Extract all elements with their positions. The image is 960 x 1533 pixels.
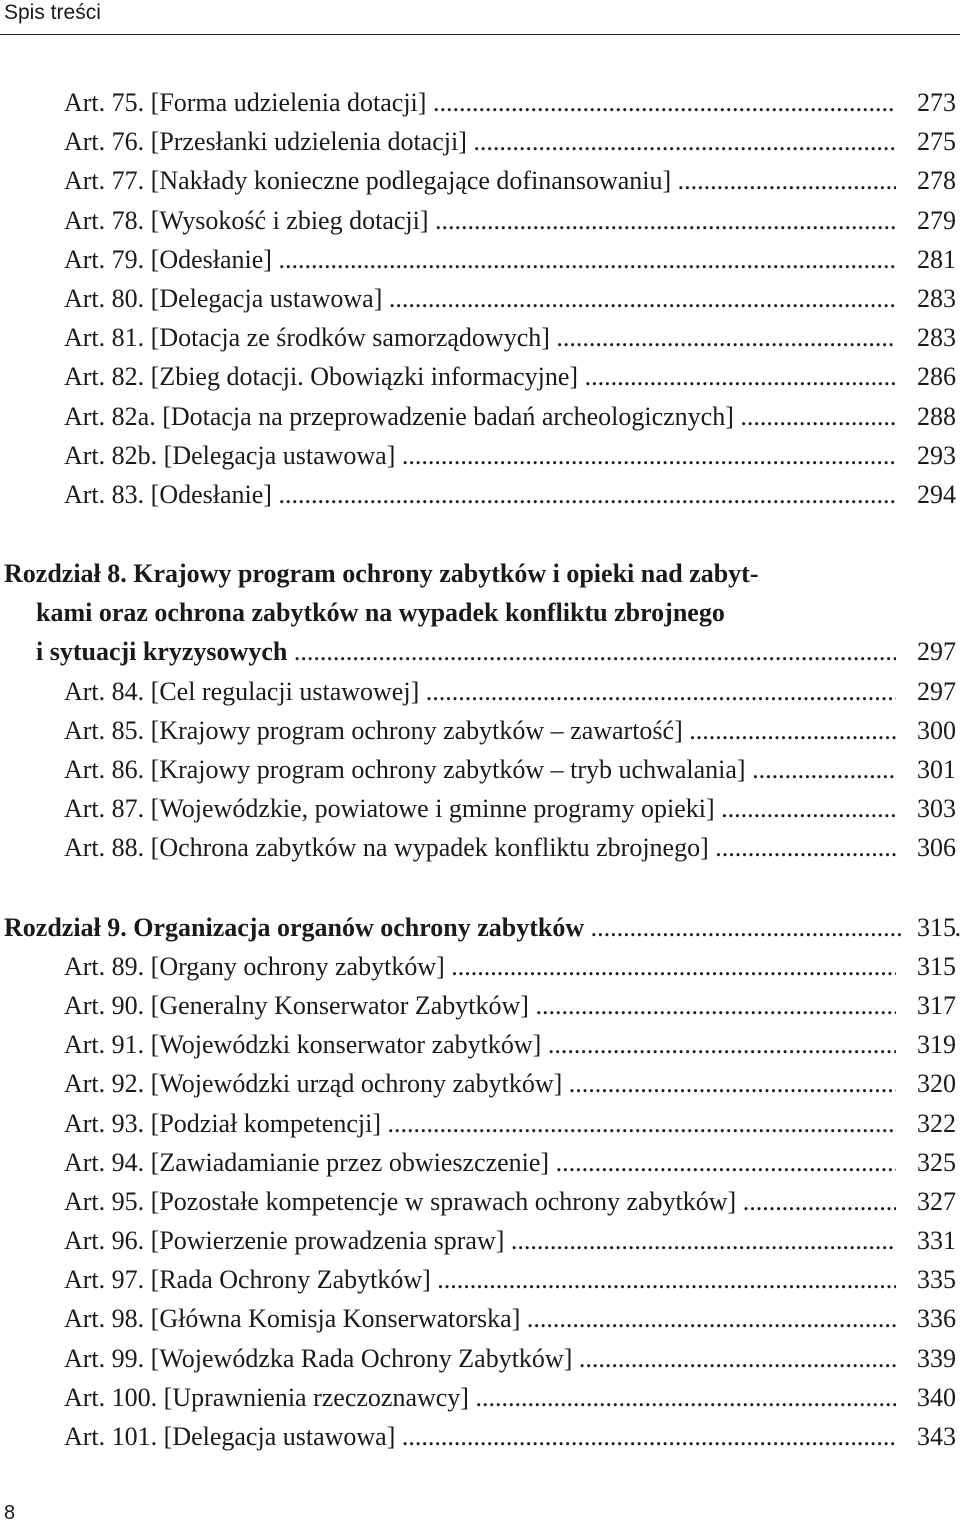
toc-entry-page: 293 (904, 436, 956, 475)
toc-entry-page: 303 (904, 789, 956, 828)
toc-entry-title: Art. 92. [Wojewódzki urząd ochrony zabytków] ..... (64, 1064, 896, 1103)
toc-entry-title: Art. 86. [Krajowy program ochrony zabytków – tryb uchwalania] ..... (64, 750, 896, 789)
toc-entry[interactable] (0, 1378, 960, 1417)
toc-entry-page: 317 (904, 986, 956, 1025)
toc-entry-page: 288 (904, 397, 956, 436)
toc-entry[interactable] (0, 397, 960, 436)
toc-entry-title: Art. 80. [Delegacja ustawowa] ..... (64, 279, 896, 318)
toc-entry-page: 279 (904, 201, 956, 240)
toc-entry[interactable] (0, 1025, 960, 1064)
toc-entry[interactable] (0, 1064, 960, 1103)
chapter-8-page: 297 (904, 632, 956, 671)
toc-entry-page: 300 (904, 711, 956, 750)
toc-entry[interactable] (0, 1417, 960, 1456)
toc-entry-page: 336 (904, 1299, 956, 1338)
toc-entry-page: 306 (904, 828, 956, 867)
toc-entry[interactable] (0, 1104, 960, 1143)
toc-entry-title: Art. 82a. [Dotacja na przeprowadzenie badań archeologicznych] ..... (64, 397, 896, 436)
chapter-9-title: Rozdział 9. Organizacja organów ochrony zabytków ..... (4, 913, 960, 942)
toc-entry-page: 340 (904, 1378, 956, 1417)
toc-entry[interactable] (0, 672, 960, 711)
toc-entry-page: 320 (904, 1064, 956, 1103)
toc-entry[interactable] (0, 1221, 960, 1260)
toc-group-1 (0, 83, 960, 514)
toc-entry-title: Art. 75. [Forma udzielenia dotacji] ..... (64, 83, 896, 122)
toc-entry-page: 343 (904, 1417, 956, 1456)
toc-entry-page: 283 (904, 279, 956, 318)
toc-entry-title: Art. 101. [Delegacja ustawowa] ..... (64, 1417, 896, 1456)
toc-entry-page: 275 (904, 122, 956, 161)
toc-entry[interactable] (0, 240, 960, 279)
toc-entry-title: Art. 89. [Organy ochrony zabytków] ..... (64, 947, 896, 986)
table-of-contents (0, 83, 960, 1456)
toc-entry-title: Art. 81. [Dotacja ze środków samorządowych] ..... (64, 318, 896, 357)
toc-entry[interactable] (0, 83, 960, 122)
toc-entry-title: Art. 82. [Zbieg dotacji. Obowiązki informacyjne] ..... (64, 357, 896, 396)
toc-chapter-9[interactable] (0, 908, 960, 947)
page-header (0, 0, 960, 35)
toc-entry-page: 278 (904, 161, 956, 200)
toc-entry-page: 273 (904, 83, 956, 122)
toc-entry-page: 301 (904, 750, 956, 789)
toc-entry-title: Art. 76. [Przesłanki udzielenia dotacji] ..... (64, 122, 896, 161)
toc-entry-page: 281 (904, 240, 956, 279)
toc-entry[interactable] (0, 1182, 960, 1221)
toc-entry[interactable] (0, 1260, 960, 1299)
toc-entry[interactable] (0, 475, 960, 514)
toc-entry-page: 297 (904, 672, 956, 711)
toc-entry-title: Art. 97. [Rada Ochrony Zabytków] ..... (64, 1260, 896, 1299)
toc-entry-title: Art. 82b. [Delegacja ustawowa] ..... (64, 436, 896, 475)
toc-entry-title: Art. 87. [Wojewódzkie, powiatowe i gminne programy opieki] ..... (64, 789, 896, 828)
toc-entry-page: 286 (904, 357, 956, 396)
chapter-8-line-1: Rozdział 8. Krajowy program ochrony zabytków i opieki nad zabyt- (4, 559, 759, 589)
page-number: 8 (4, 1502, 16, 1524)
toc-entry-page: 325 (904, 1143, 956, 1182)
toc-entry-title: Art. 88. [Ochrona zabytków na wypadek konfliktu zbrojnego] ..... (64, 828, 896, 867)
toc-entry[interactable] (0, 1299, 960, 1338)
toc-entry[interactable] (0, 750, 960, 789)
toc-entry[interactable] (0, 828, 960, 867)
toc-entry[interactable] (0, 318, 960, 357)
toc-entry[interactable] (0, 1339, 960, 1378)
toc-entry[interactable] (0, 122, 960, 161)
chapter-8-line-3: i sytuacji kryzysowych ..... (36, 637, 896, 666)
toc-entry-title: Art. 93. [Podział kompetencji] ..... (64, 1104, 896, 1143)
toc-entry-page: 327 (904, 1182, 956, 1221)
toc-entry-page: 315 (904, 947, 956, 986)
toc-group-3 (0, 947, 960, 1456)
chapter-9-page: 315 (904, 908, 956, 947)
toc-entry-title: Art. 77. [Nakłady konieczne podlegające dofinansowaniu] ..... (64, 161, 896, 200)
chapter-8-line-2: kami oraz ochrona zabytków na wypadek konfliktu zbrojnego (36, 598, 725, 628)
toc-entry-page: 283 (904, 318, 956, 357)
toc-entry[interactable] (0, 947, 960, 986)
toc-entry-title: Art. 83. [Odesłanie] ..... (64, 475, 896, 514)
toc-entry[interactable] (0, 789, 960, 828)
toc-entry-title: Art. 78. [Wysokość i zbieg dotacji] ..... (64, 201, 896, 240)
toc-entry[interactable] (0, 1143, 960, 1182)
toc-entry[interactable] (0, 436, 960, 475)
toc-entry[interactable] (0, 161, 960, 200)
running-header-title: Spis treści (4, 1, 101, 24)
toc-entry-title: Art. 85. [Krajowy program ochrony zabytków – zawartość] ..... (64, 711, 896, 750)
toc-entry-page: 294 (904, 475, 956, 514)
toc-entry-title: Art. 91. [Wojewódzki konserwator zabytków] ..... (64, 1025, 896, 1064)
toc-entry[interactable] (0, 711, 960, 750)
toc-entry[interactable] (0, 357, 960, 396)
toc-entry-page: 322 (904, 1104, 956, 1143)
toc-entry-title: Art. 96. [Powierzenie prowadzenia spraw] ..... (64, 1221, 896, 1260)
toc-entry-title: Art. 100. [Uprawnienia rzeczoznawcy] ..... (64, 1378, 896, 1417)
toc-entry[interactable] (0, 201, 960, 240)
toc-entry-page: 319 (904, 1025, 956, 1064)
toc-entry-page: 339 (904, 1339, 956, 1378)
toc-entry-page: 335 (904, 1260, 956, 1299)
toc-entry-title: Art. 84. [Cel regulacji ustawowej] ..... (64, 672, 896, 711)
toc-entry-title: Art. 95. [Pozostałe kompetencje w sprawach ochrony zabytków] ..... (64, 1182, 896, 1221)
toc-group-2 (0, 672, 960, 868)
toc-entry-title: Art. 94. [Zawiadamianie przez obwieszczenie] ..... (64, 1143, 896, 1182)
toc-entry[interactable] (0, 986, 960, 1025)
toc-entry-title: Art. 79. [Odesłanie] ..... (64, 240, 896, 279)
toc-entry-page: 331 (904, 1221, 956, 1260)
toc-entry-title: Art. 98. [Główna Komisja Konserwatorska] ..... (64, 1299, 896, 1338)
toc-entry-title: Art. 90. [Generalny Konserwator Zabytków] ..... (64, 986, 896, 1025)
toc-entry[interactable] (0, 279, 960, 318)
toc-chapter-8[interactable] (0, 554, 960, 672)
toc-entry-title: Art. 99. [Wojewódzka Rada Ochrony Zabytków] ..... (64, 1339, 896, 1378)
